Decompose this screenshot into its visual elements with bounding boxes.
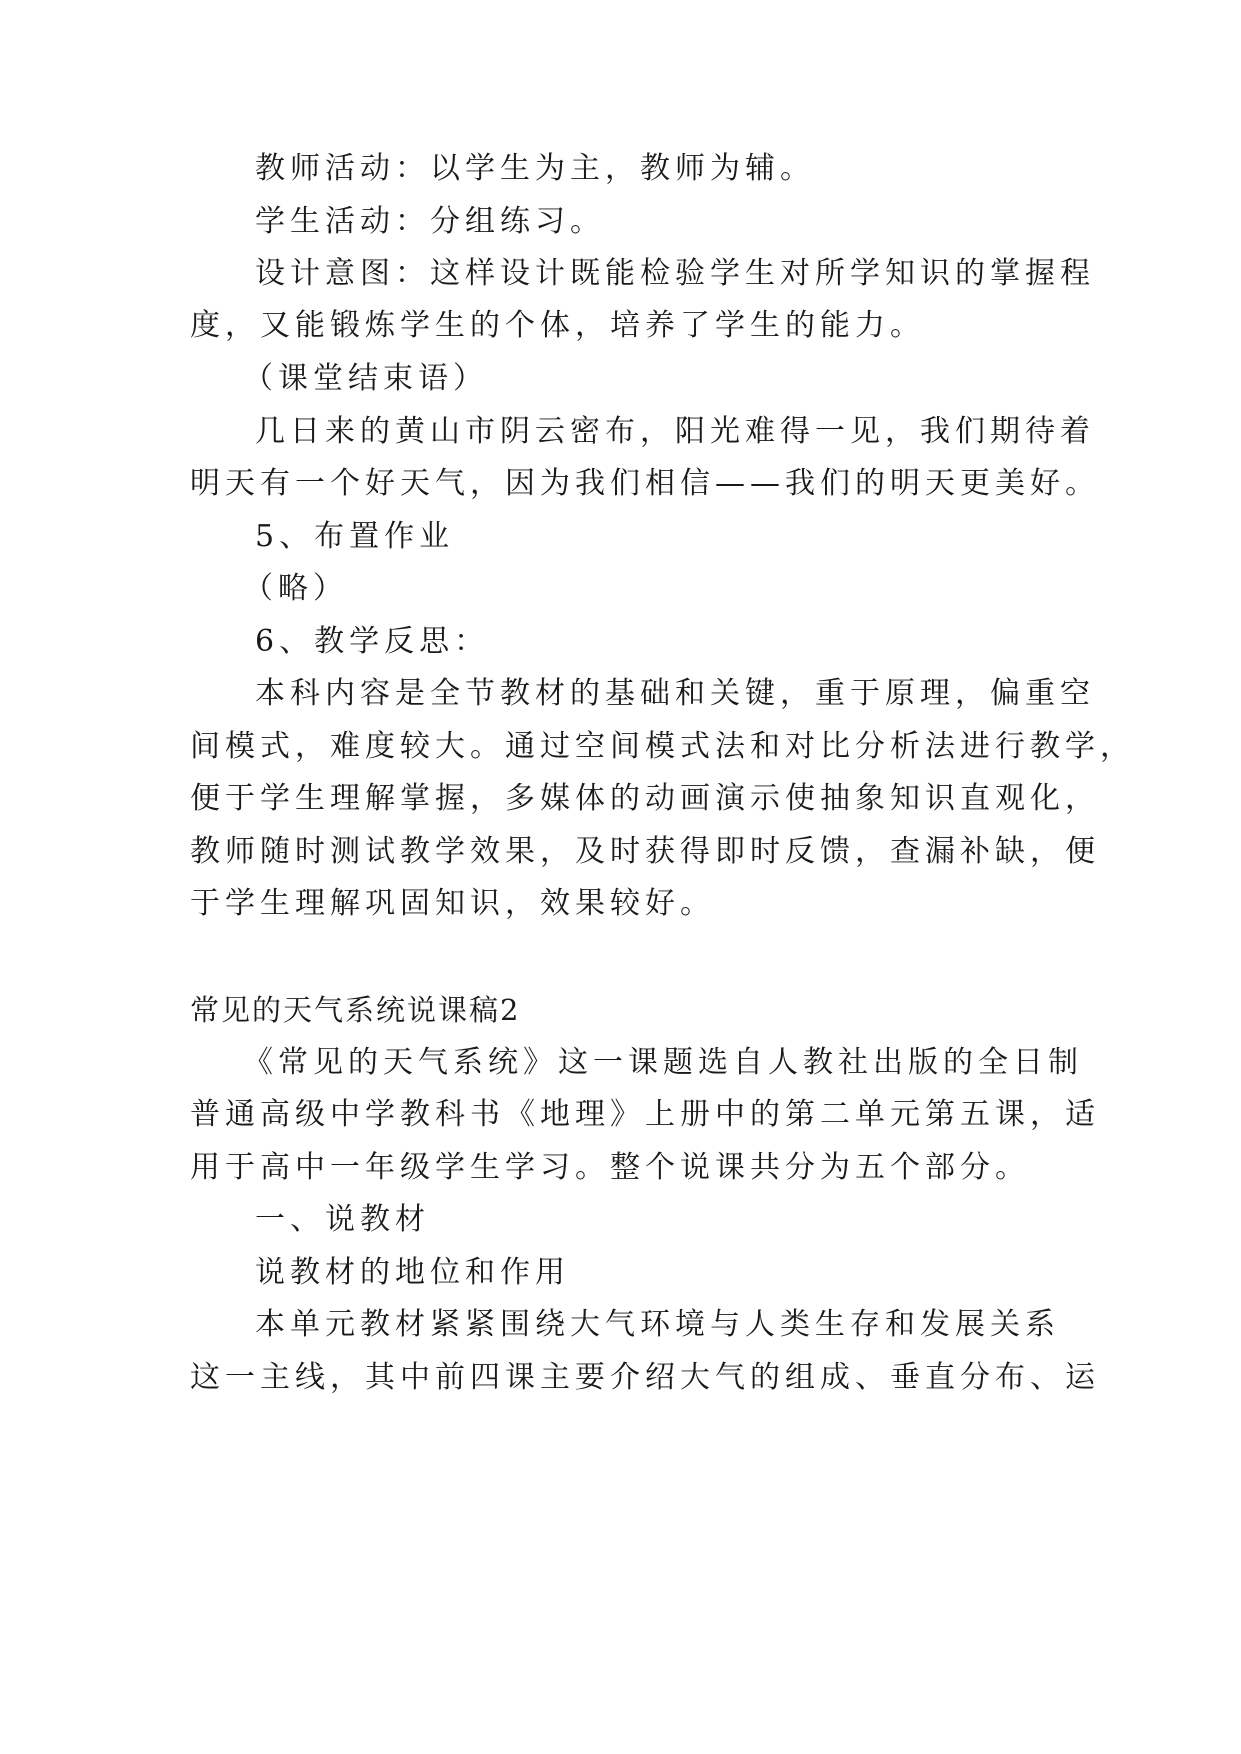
intro-line-1: 《常见的天气系统》这一课题选自人教社出版的全日制 — [243, 1045, 1083, 1080]
closing-label: （课堂结束语） — [243, 361, 488, 396]
reflection-line-4: 教师随时测试教学效果，及时获得即时反馈，查漏补缺，便 — [190, 834, 1100, 869]
design-intent-line-1: 设计意图：这样设计既能检验学生对所学知识的掌握程 — [255, 256, 1095, 291]
teacher-activity-line: 教师活动：以学生为主，教师为辅。 — [255, 151, 815, 186]
subsection-heading-1: 说教材的地位和作用 — [255, 1255, 570, 1290]
section-heading-1: 一、说教材 — [255, 1202, 430, 1237]
closing-line-1: 几日来的黄山市阴云密布，阳光难得一见，我们期待着 — [255, 414, 1095, 449]
homework-heading: 5、布置作业 — [255, 519, 455, 554]
homework-note: （略） — [243, 571, 348, 606]
section-title: 常见的天气系统说课稿2 — [190, 993, 521, 1027]
body-line-2: 这一主线，其中前四课主要介绍大气的组成、垂直分布、运 — [190, 1360, 1100, 1395]
design-intent-line-2: 度，又能锻炼学生的个体，培养了学生的能力。 — [190, 308, 925, 343]
reflection-line-3: 便于学生理解掌握，多媒体的动画演示使抽象知识直观化， — [190, 781, 1100, 816]
student-activity-line: 学生活动：分组练习。 — [255, 204, 605, 239]
intro-line-3: 用于高中一年级学生学习。整个说课共分为五个部分。 — [190, 1150, 1030, 1185]
body-line-1: 本单元教材紧紧围绕大气环境与人类生存和发展关系 — [255, 1307, 1060, 1342]
closing-line-2: 明天有一个好天气，因为我们相信——我们的明天更美好。 — [190, 466, 1100, 501]
reflection-line-5: 于学生理解巩固知识，效果较好。 — [190, 886, 715, 921]
reflection-line-2: 间模式，难度较大。通过空间模式法和对比分析法进行教学， — [190, 729, 1135, 764]
intro-line-2: 普通高级中学教科书《地理》上册中的第二单元第五课，适 — [190, 1097, 1100, 1132]
reflection-heading: 6、教学反思： — [255, 624, 490, 659]
reflection-line-1: 本科内容是全节教材的基础和关键，重于原理，偏重空 — [255, 676, 1095, 711]
